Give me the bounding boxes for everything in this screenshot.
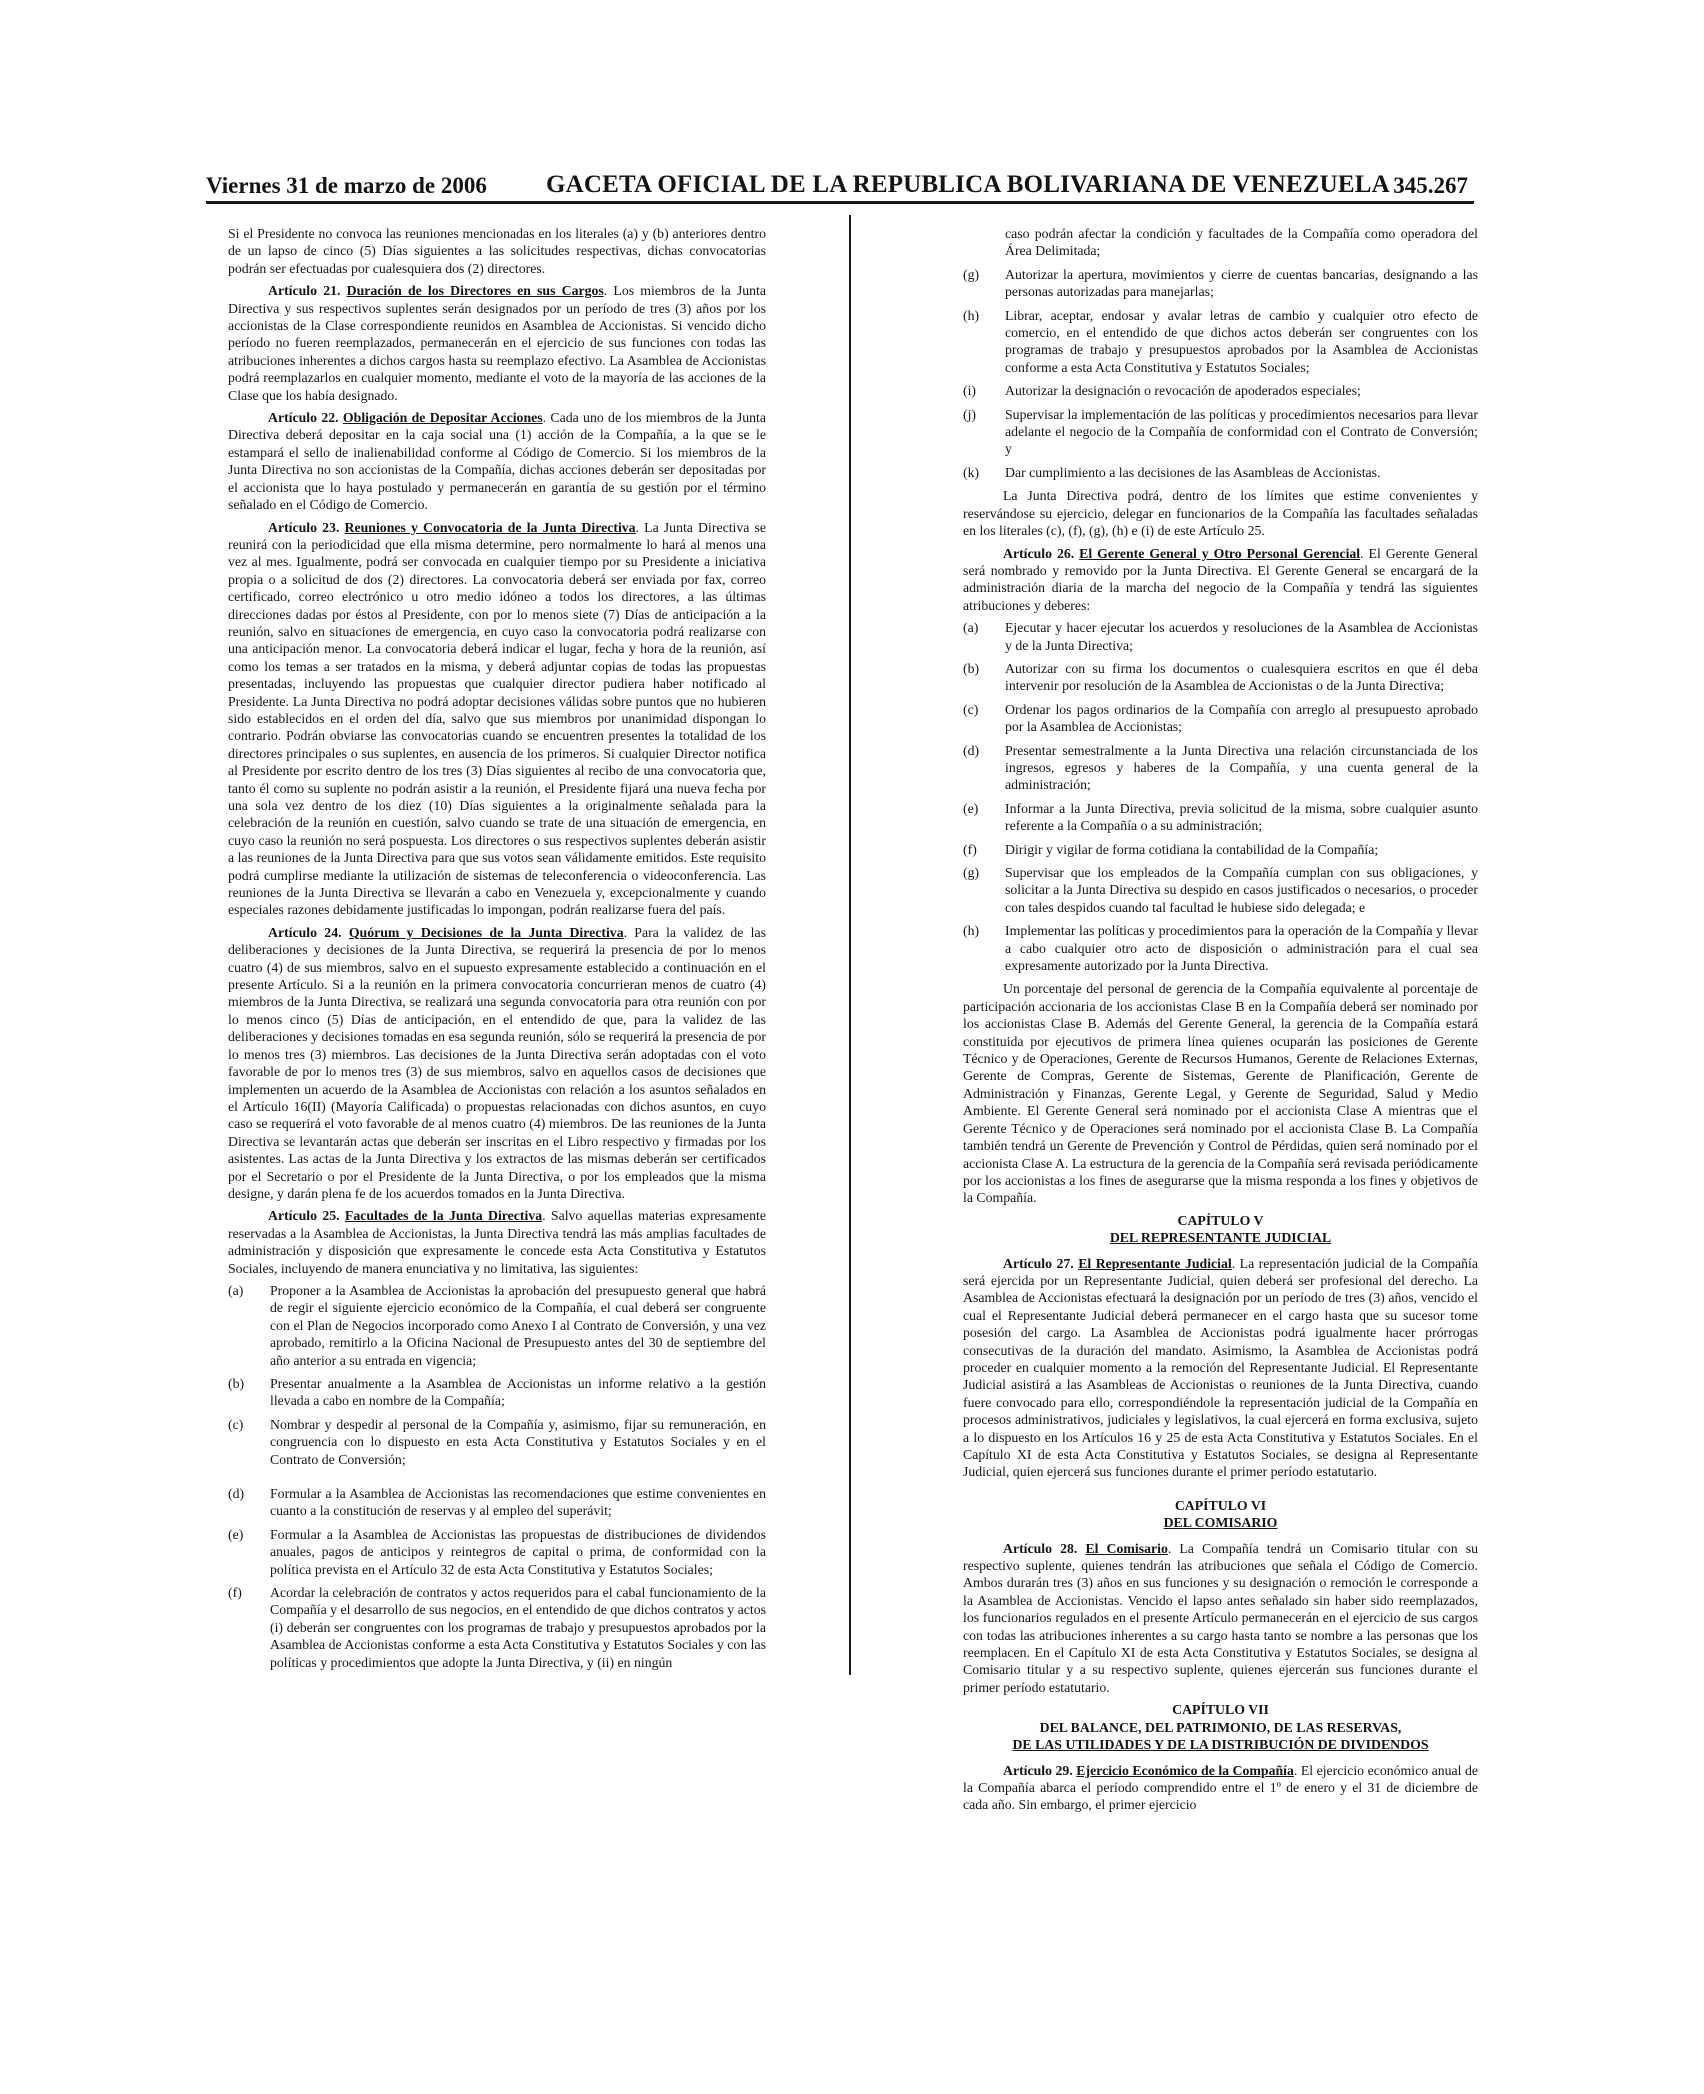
chapter-7-title-line-1: DEL BALANCE, DEL PATRIMONIO, DE LAS RESERVAS, [1039, 1719, 1402, 1735]
chapter-6-title: DEL COMISARIO [1163, 1515, 1278, 1531]
article-29-number: Artículo 29. [1003, 1762, 1073, 1778]
article-25 [228, 1207, 766, 1277]
list-item [228, 1282, 766, 1369]
article-21-number: Artículo 21. [268, 283, 341, 299]
article-22 [228, 409, 766, 513]
list-item [963, 406, 1478, 458]
list-item-label: (i) [963, 383, 977, 399]
article-27-title: El Representante Judicial [1078, 1255, 1232, 1271]
article-25-body: . Salvo aquellas materias expresamente reservadas a la Asamblea de Accionistas, la Junta Directiva tendrá las más amplias facultades de administración y disposición que expresamente le concede esta Acta Constitutiva y Estatutos Sociales, incluyendo de manera enunciativa y no limitativa, las siguientes: [228, 1208, 766, 1276]
list-item-label: (a) [963, 620, 979, 636]
article-24-title: Quórum y Decisiones de la Junta Directiva [348, 924, 624, 940]
article-23-title: Reuniones y Convocatoria de la Junta Directiva [344, 519, 636, 535]
article-26 [963, 545, 1478, 615]
list-item-label: (b) [228, 1376, 245, 1391]
list-item-text: Nombrar y despedir al personal de la Compañía y, asimismo, fijar su remuneración, en congruencia con lo dispuesto en esta Acta Constitutiva y Estatutos Sociales y en el Contrato de Conversión; [270, 1416, 766, 1467]
list-item [963, 841, 1478, 858]
chapter-7-label: CAPÍTULO VII [1172, 1702, 1269, 1718]
article-21 [228, 282, 766, 404]
header-rule [206, 201, 1474, 204]
chapter-6-heading [963, 1497, 1478, 1532]
list-item-text: Dirigir y vigilar de forma cotidiana la contabilidad de la Compañía; [1005, 841, 1379, 857]
article-24 [228, 924, 766, 1203]
list-item-label: (f) [228, 1585, 242, 1601]
delegation-paragraph: La Junta Directiva podrá, dentro de los límites que estime convenientes y reservándose su ejercicio, delegar en funcionarios de la Compañía las facultades señaladas en los literales (c), (f), (g), (h) e (i) de este Artículo 25. [963, 488, 1478, 539]
article-28-body: . La Compañía tendrá un Comisario titular con su respectivo suplente, quienes tendrán las atribuciones que señala el Código de Comercio. Ambos durarán tres (3) años en sus funciones y su designación o remoción le corresponde a la Asamblea de Accionistas. Vencido el lapso antes señalado sin haber sido reemplazados, los funcionarios regulados en el presente Artículo permanecerán en el ejercicio de sus cargos con todas las atribuciones inherentes a su cargo hasta tanto se nombre a las personas que los reemplacen. En el Capítulo XI de esta Acta Constitutiva y Estatutos Sociales, se designa al Comisario titular y a su respectivo suplente, quienes ejercerán sus funciones durante el primer período estatutario. [963, 1540, 1478, 1695]
list-item-text: Librar, aceptar, endosar y avalar letras de cambio y cualquier otro efecto de comercio, en el entendido de que dichos actos deberán ser congruentes con los programas de trabajo y presupuestos aprobados por la Asamblea de Accionistas conforme a esta Acta Constitutiva y Estatutos Sociales; [1005, 307, 1478, 375]
article-22-body: . Cada uno de los miembros de la Junta Directiva deberá depositar en la caja social una (1) acción de la Compañía, a la que se le estampará el sello de inalienabilidad conforme al Código de Comercio. Si los miembros de la Junta Directiva no son accionistas de la Compañía, dichas acciones deberán ser depositadas por el accionista que lo haya postulado y permanecerán en garantía de su gestión por el término señalado en el Código de Comercio. [228, 410, 766, 513]
article-29 [963, 1762, 1478, 1814]
article-26-title: El Gerente General y Otro Personal Gerencial [1079, 545, 1361, 561]
list-item [228, 1416, 766, 1468]
intro-paragraph: Si el Presidente no convoca las reuniones mencionadas en los literales (a) y (b) anteriores dentro de un lapso de cinco (5) Días siguientes a las solicitudes respectivas, dichas convocatorias podrán ser efectuadas por cualesquiera dos (2) directores. [228, 226, 766, 276]
article-27-number: Artículo 27. [1003, 1255, 1074, 1271]
list-item-label: (b) [963, 660, 980, 676]
list-item-label: (g) [963, 865, 980, 880]
chapter-5-label: CAPÍTULO V [1177, 1212, 1264, 1228]
list-item [963, 864, 1478, 916]
right-column [963, 225, 1478, 1819]
list-item [228, 1485, 766, 1520]
article-22-title: Obligación de Depositar Acciones [342, 410, 543, 426]
article-27-body: . La representación judicial de la Compañía será ejercida por un Representante Judicial, quien deberá ser profesional del derecho. La Asamblea de Accionistas efectuará la designación por un período de tres (3) años, vencido el cual el Representante Judicial deberá permanecer en el cargo hasta que su sucesor tome posesión del cargo. La Asamblea de Accionistas podrá igualmente hacer prórrogas consecutivas de la duración del mandato. Asimismo, la Asamblea de Accionistas podrá proceder en cualquier momento a la remoción del Representante Judicial. El Representante Judicial asistirá a las Asambleas de Accionistas o reuniones de la Junta Directiva, cuando fuere convocado para ello, correspondiéndole la representación judicial de la Compañía en procesos administrativos, judiciales y legislativos, la cual ejercerá en forma exclusiva, sujeto a lo dispuesto en los Artículos 16 y 25 de esta Acta Constitutiva y Estatutos Sociales. En el Capítulo XI de esta Acta Constitutiva y Estatutos Sociales, se designa al Representante Judicial, quien ejercerá sus funciones durante el primer período estatutario. [963, 1255, 1478, 1480]
list-item-label: (k) [963, 464, 980, 480]
list-item-text: Formular a la Asamblea de Accionistas las propuestas de distribuciones de dividendos anuales, pagos de anticipos y reintegros de capital o prima, de conformidad con la política prevista en el Artículo 32 de esta Acta Constitutiva y Estatutos Sociales; [270, 1526, 766, 1577]
chapter-7-title-line-2: DE LAS UTILIDADES Y DE LA DISTRIBUCIÓN DE DIVIDENDOS [1012, 1737, 1429, 1753]
article-26-number: Artículo 26. [1003, 545, 1075, 561]
article-28-number: Artículo 28. [1003, 1540, 1078, 1556]
article-29-title: Ejercicio Económico de la Compañía [1076, 1762, 1294, 1778]
article-24-body: . Para la validez de las deliberaciones y decisiones de la Junta Directiva, se requerirá la presencia de por lo menos cuatro (4) de sus miembros, salvo en el supuesto expresamente establecido a continuación en el presente Artículo. Si a la reunión en la primera convocatoria concurrieran menos de cuatro (4) miembros de la Junta Directiva, se realizará una segunda convocatoria para otra reunión con por lo menos cinco (5) Días de anticipación, en el entendido de que, para la validez de las deliberaciones y decisiones tomadas en esa segunda reunión, sólo se requerirá la presencia de por lo menos tres (3) miembros. Las decisiones de la Junta Directiva serán adoptadas con el voto favorable de por lo menos tres (3) de sus miembros, salvo en aquellos casos de decisiones que implementen un acuerdo de la Asamblea de Accionistas con relación a los asuntos señalados en el Artículo 16(II) (Mayoría Calificada) o propuestas relacionadas con dichos asuntos, en cuyo caso se requerirá el voto favorable de al menos cuatro (4) miembros. De las reuniones de la Junta Directiva se levantarán actas que deberán ser inscritas en el Libro respectivo y firmadas por los asistentes. Las actas de la Junta Directiva y los extractos de las mismas deberán ser certificados por el Secretario o por el Presidente de la Junta Directiva, o por los empleados que la misma designe, y darán plena fe de los acuerdos tomados en la Junta Directiva. [228, 924, 766, 1201]
list-item-text: Dar cumplimiento a las decisiones de las Asambleas de Accionistas. [1005, 464, 1381, 480]
article-25-title: Facultades de la Junta Directiva [344, 1208, 543, 1224]
list-item [963, 619, 1478, 654]
list-item [963, 266, 1478, 301]
header-page-number: 345.267 [1393, 173, 1468, 198]
list-item [963, 800, 1478, 835]
left-column [228, 225, 766, 1677]
list-item [963, 922, 1478, 974]
list-item [963, 464, 1478, 481]
list-item [228, 1584, 766, 1671]
list-item-text: Implementar las políticas y procedimientos para la operación de la Compañía y llevar a cabo cualquier otro acto de disposición o administración para el cual sea expresamente autorizado por la Junta Directiva. [1005, 923, 1478, 974]
list-item-text: Proponer a la Asamblea de Accionistas la aprobación del presupuesto general que habrá de regir el siguiente ejercicio económico de la Compañía, el cual deberá ser congruente con el Plan de Negocios incorporado como Anexo I al Contrato de Conversión, y una vez aprobado, remitirlo a la Oficina Nacional de Presupuesto antes del 30 de septiembre del año anterior a su entrada en vigencia; [270, 1282, 766, 1368]
list-item-text: Presentar anualmente a la Asamblea de Accionistas un informe relativo a la gestión llevada a cabo en nombre de la Compañía; [270, 1376, 766, 1409]
article-23-body: . La Junta Directiva se reunirá con la periodicidad que ella misma determine, pero normalmente lo hará al menos una vez al mes. Igualmente, podrá ser convocada en cualquier tiempo por su Presidente a iniciativa propia o a solicitud de dos (2) directores. La convocatoria deberá ser enviada por fax, correo certificado, correo electrónico u otro medio idóneo a todos los directores, a las últimas direcciones dadas por éstos al Presidente, con por lo menos siete (7) Días de anticipación a la reunión, salvo en situaciones de emergencia, en cuyo caso la convocatoria podrá realizarse con una anticipación menor. La convocatoria deberá indicar el lugar, fecha y hora de la reunión, así como los temas a ser tratados en la misma, y deberá adjuntar copias de todas las propuestas presentadas, incluyendo las propuestas que cualquier director pudiera haber notificado al Presidente. La Junta Directiva no podrá adoptar decisiones válidas sobre puntos que no hubieren sido establecidos en el orden del día, salvo que sus miembros por unanimidad dispongan lo contrario. Podrán obviarse las convocatorias cuando se encuentren presentes la totalidad de los directores principales o sus suplentes, en ausencia de los primeros. Si cualquier Director notifica al Presidente por escrito dentro de los tres (3) Días siguientes al recibo de una convocatoria que, tanto él como su suplente no podrán asistir a la reunión, el Presidente fijará una nueva fecha por una sola vez dentro de los diez (10) Días siguientes a la originalmente señalada para la celebración de la reunión en cuestión, salvo cuando se trate de una situación de emergencia, en cuyo caso la reunión no será pospuesta. Los directores o sus respectivos suplentes deberán asistir a las reuniones de la Junta Directiva para que sus votos sean válidamente emitidos. Este requisito podrá cumplirse mediante la utilización de sistemas de teleconferencia o videoconferencia. Las reuniones de la Junta Directiva se llevarán a cabo en Venezuela y, excepcionalmente y cuando especiales razones debidamente justificadas lo impongan, podrán realizarse fuera del país. [228, 519, 766, 918]
list-item-text: Informar a la Junta Directiva, previa solicitud de la misma, sobre cualquier asunto referente a la Compañía o a su administración; [1005, 800, 1478, 834]
list-item-text: Autorizar la designación o revocación de apoderados especiales; [1005, 383, 1361, 399]
list-item [963, 701, 1478, 736]
list-item-text: Autorizar con su firma los documentos o cualesquiera escritos en que él deba intervenir por resolución de la Asamblea de Accionistas o de la Junta Directiva; [1005, 660, 1478, 694]
article-25-number: Artículo 25. [268, 1208, 340, 1224]
list-item-label: (h) [963, 307, 980, 323]
list-item [963, 742, 1478, 794]
list-item-label: (d) [228, 1486, 245, 1502]
list-item-label: (h) [963, 923, 980, 939]
list-item-text: Ejecutar y hacer ejecutar los acuerdos y resoluciones de la Asamblea de Accionistas y de la Junta Directiva; [1005, 620, 1478, 653]
list-item-text: Supervisar la implementación de las políticas y procedimientos necesarios para llevar adelante el negocio de la Compañía de conformidad con el Contrato de Conversión; y [1005, 406, 1478, 457]
list-item [963, 660, 1478, 695]
list-item-text: Ordenar los pagos ordinarios de la Compañía con arreglo al presupuesto aprobado por la Asamblea de Accionistas; [1005, 701, 1478, 735]
list-item-continuation [963, 225, 1478, 260]
list-item-label: (j) [963, 406, 977, 422]
list-item-text: Autorizar la apertura, movimientos y cierre de cuentas bancarias, designando a las personas autorizadas para manejarlas; [1005, 266, 1478, 300]
column-divider [849, 215, 851, 1675]
list-item-text: Acordar la celebración de contratos y actos requeridos para el cabal funcionamiento de la Compañía y el desarrollo de sus negocios, en el entendido de que dichos contratos y actos (i) deberán ser congruentes con los programas de trabajo y presupuestos aprobados por la Asamblea de Accionistas conforme a esta Acta Constitutiva y Estatutos Sociales y con las políticas y procedimientos que adopte la Junta Directiva, y (ii) en ningún [270, 1585, 766, 1670]
list-item-label: (e) [228, 1526, 244, 1542]
article-28-title: El Comisario [1085, 1540, 1168, 1556]
list-item [963, 307, 1478, 377]
chapter-7-heading [963, 1701, 1478, 1753]
article-28 [963, 1540, 1478, 1697]
list-item-label: (d) [963, 742, 980, 758]
list-item-label: (e) [963, 800, 979, 816]
chapter-5-heading [963, 1212, 1478, 1247]
article-24-number: Artículo 24. [268, 924, 342, 940]
list-item-label: (c) [228, 1416, 244, 1432]
list-item-text: caso podrán afectar la condición y facultades de la Compañía como operadora del Área Delimitada; [1005, 226, 1478, 259]
list-item [963, 382, 1478, 399]
list-item-text: Formular a la Asamblea de Accionistas las recomendaciones que estime convenientes en cuanto a la constitución de reservas y al empleo del superávit; [270, 1486, 766, 1519]
list-item-label: (g) [963, 266, 980, 282]
list-item-label: (a) [228, 1282, 244, 1298]
article-29-body: . El ejercicio económico anual de la Compañía abarca el período comprendido entre el 1º de enero y el 31 de diciembre de cada año. Sin embargo, el primer ejercicio [963, 1762, 1478, 1813]
list-item [228, 1526, 766, 1578]
article-23 [228, 519, 766, 919]
page-header [206, 169, 1476, 201]
chapter-6-label: CAPÍTULO VI [1174, 1497, 1267, 1513]
list-item-label: (f) [963, 841, 977, 857]
header-title: GACETA OFICIAL DE LA REPUBLICA BOLIVARIANA DE VENEZUELA [546, 171, 1390, 198]
article-27 [963, 1255, 1478, 1481]
article-21-title: Duración de los Directores en sus Cargos [346, 283, 604, 299]
personnel-paragraph: Un porcentaje del personal de gerencia de la Compañía equivalente al porcentaje de participación accionaria de los accionistas Clase B en la Compañía deberá ser nominado por los accionistas Clase B. Además del Gerente General, la gerencia de la Compañía estará constituida por ejecutivos de primera línea quienes ocuparán las posiciones de Gerente Técnico y de Operaciones, Gerente de Recursos Humanos, Gerente de Relaciones Externas, Gerente de Compras, Gerente de Sistemas, Gerente de Planificación, Gerente de Administración y Finanzas, Gerente Legal, y Gerente de Seguridad, Salud y Medio Ambiente. El Gerente General será nominado por el accionista Clase A mientras que el Gerente Técnico y de Operaciones será nominado por el accionista Clase B. La Compañía también tendrá un Gerente de Prevención y Control de Pérdidas, quien será nominado por el accionista Clase A. La estructura de la gerencia de la Compañía será revisada periódicamente por los accionistas a los fines de asegurarse que la misma responda a los fines y objetivos de la Compañía. [963, 981, 1478, 1206]
article-22-number: Artículo 22. [268, 410, 339, 426]
article-21-body: . Los miembros de la Junta Directiva y sus respectivos suplentes serán designados por un período de tres (3) años por los accionistas de la Clase correspondiente reunidos en Asamblea de Accionistas. Si vencido dicho período no fueren reemplazados, permanecerán en el ejercicio de sus funciones con todas las atribuciones inherentes a dichos cargos hasta su reemplazo efectivo. La Asamblea de Accionistas podrá reemplazarlos en cualquier momento, mediante el voto de la mayoría de las acciones de la Clase que los había designado. [228, 283, 766, 403]
list-item [228, 1375, 766, 1410]
list-item-text: Presentar semestralmente a la Junta Directiva una relación circunstanciada de los ingresos, egresos y haberes de la Compañía, y una cuenta general de la administración; [1005, 742, 1478, 793]
chapter-5-title: DEL REPRESENTANTE JUDICIAL [1109, 1230, 1332, 1246]
list-item-text: Supervisar que los empleados de la Compañía cumplan con sus obligaciones, y solicitar a la Junta Directiva su despido en casos justificados o necesarios, o proceder con tales despidos cuando tal facultad le hubiese sido delegada; e [1005, 865, 1478, 915]
article-23-number: Artículo 23. [268, 519, 340, 535]
header-date: Viernes 31 de marzo de 2006 [206, 173, 487, 198]
list-item-label: (c) [963, 701, 979, 717]
article-26-body: . El Gerente General será nombrado y removido por la Junta Directiva. El Gerente General se encargará de la administración diaria de la marcha del negocio de la Compañía y tendrá las siguientes atribuciones y deberes: [963, 545, 1478, 613]
